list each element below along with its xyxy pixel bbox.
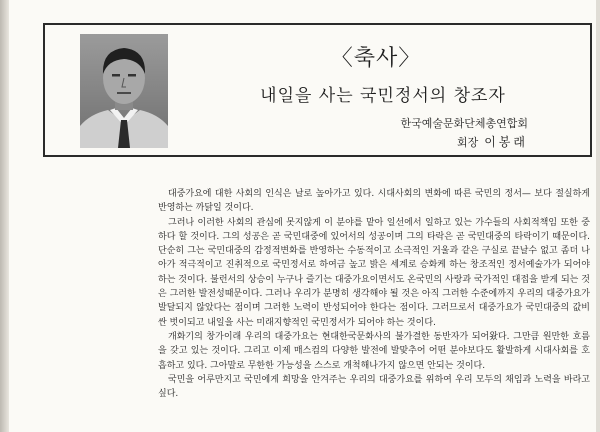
paragraph: 그러나 이러한 사회의 관심에 못지않게 이 분야를 맡아 일선에서 일하고 있는 가수들의 사회적책임 또한 중하다 할 것이다. 그의 성공은 곧 국민대중에 있어서의 성공이며 그의 타락은 곧 국민대중의 타락이기 때문이다. 단순히 그는 국민대중의 감정적변화를 반영하는 수동적이고 소극적인 거울과 같은 구실로 끝날수 없고 좀더 나아가 적극적이고 진취적으로 국민정서로 하여금 높고 밝은 세계로 승화케 하는 창조적인 정서예술가가 되어야 하는 것이다. 불런서의 상승이 누구나 즐기는 대중가요이면서도 온국민의 사랑과 국가적인 대접을 받게 되는 것은 그러한 발전성때문이다. 그러나 우리가 분명히 생각해야 될 것은 아직 그러한 수준에까지 우리의 대중가요가 발달되지 않았다는 점이며 그러한 노력이 반성되어야 한다는 점이다. 그러므로서 대중가요가 국민대중의 값비싼 벗이되고 내일을 사는 미래지향적인 국민정서가 되어야 하는 것이다. — [158, 217, 590, 328]
binding-edge — [0, 0, 9, 432]
page-edge — [596, 0, 600, 432]
author-organization: 한국예술문화단체총연합회 — [400, 117, 528, 130]
author-role: 회장 — [456, 136, 479, 149]
header-box — [43, 23, 592, 157]
man-portrait-icon — [80, 34, 168, 148]
page-title: 〈축사〉 — [330, 46, 422, 71]
author-portrait — [80, 34, 168, 148]
paragraph: 개화기의 창가이래 우리의 대중가요는 현대한국문화사의 불가결한 동반자가 되어왔다. 그만큼 원만한 흐름을 갖고 있는 것이다. 그리고 이제 매스컴의 다양한 발전에 발맞추어 어떤 분야보다도 활발하게 시대사회를 호흡하고 있다. 그아말로 무한한 가능성을 스스로 개척해나가지 않으면 안되는 것이다. — [158, 331, 590, 371]
article-body — [158, 187, 590, 401]
author-line — [410, 133, 528, 150]
paragraph: 국민을 어루만지고 국민에게 희망을 안겨주는 우리의 대중가요를 위하여 우리 모두의 채임과 노력을 바라고 싶다. — [158, 374, 590, 400]
paragraph: 대중가요에 대한 사회의 인식은 날로 높아가고 있다. 시대사회의 변화에 따른 국민의 정서— 보다 절실하게 반영하는 까닭일 것이다. — [158, 189, 590, 214]
page-subtitle: 내일을 사는 국민정서의 창조자 — [260, 86, 506, 106]
author-name: 이봉래 — [484, 135, 528, 149]
